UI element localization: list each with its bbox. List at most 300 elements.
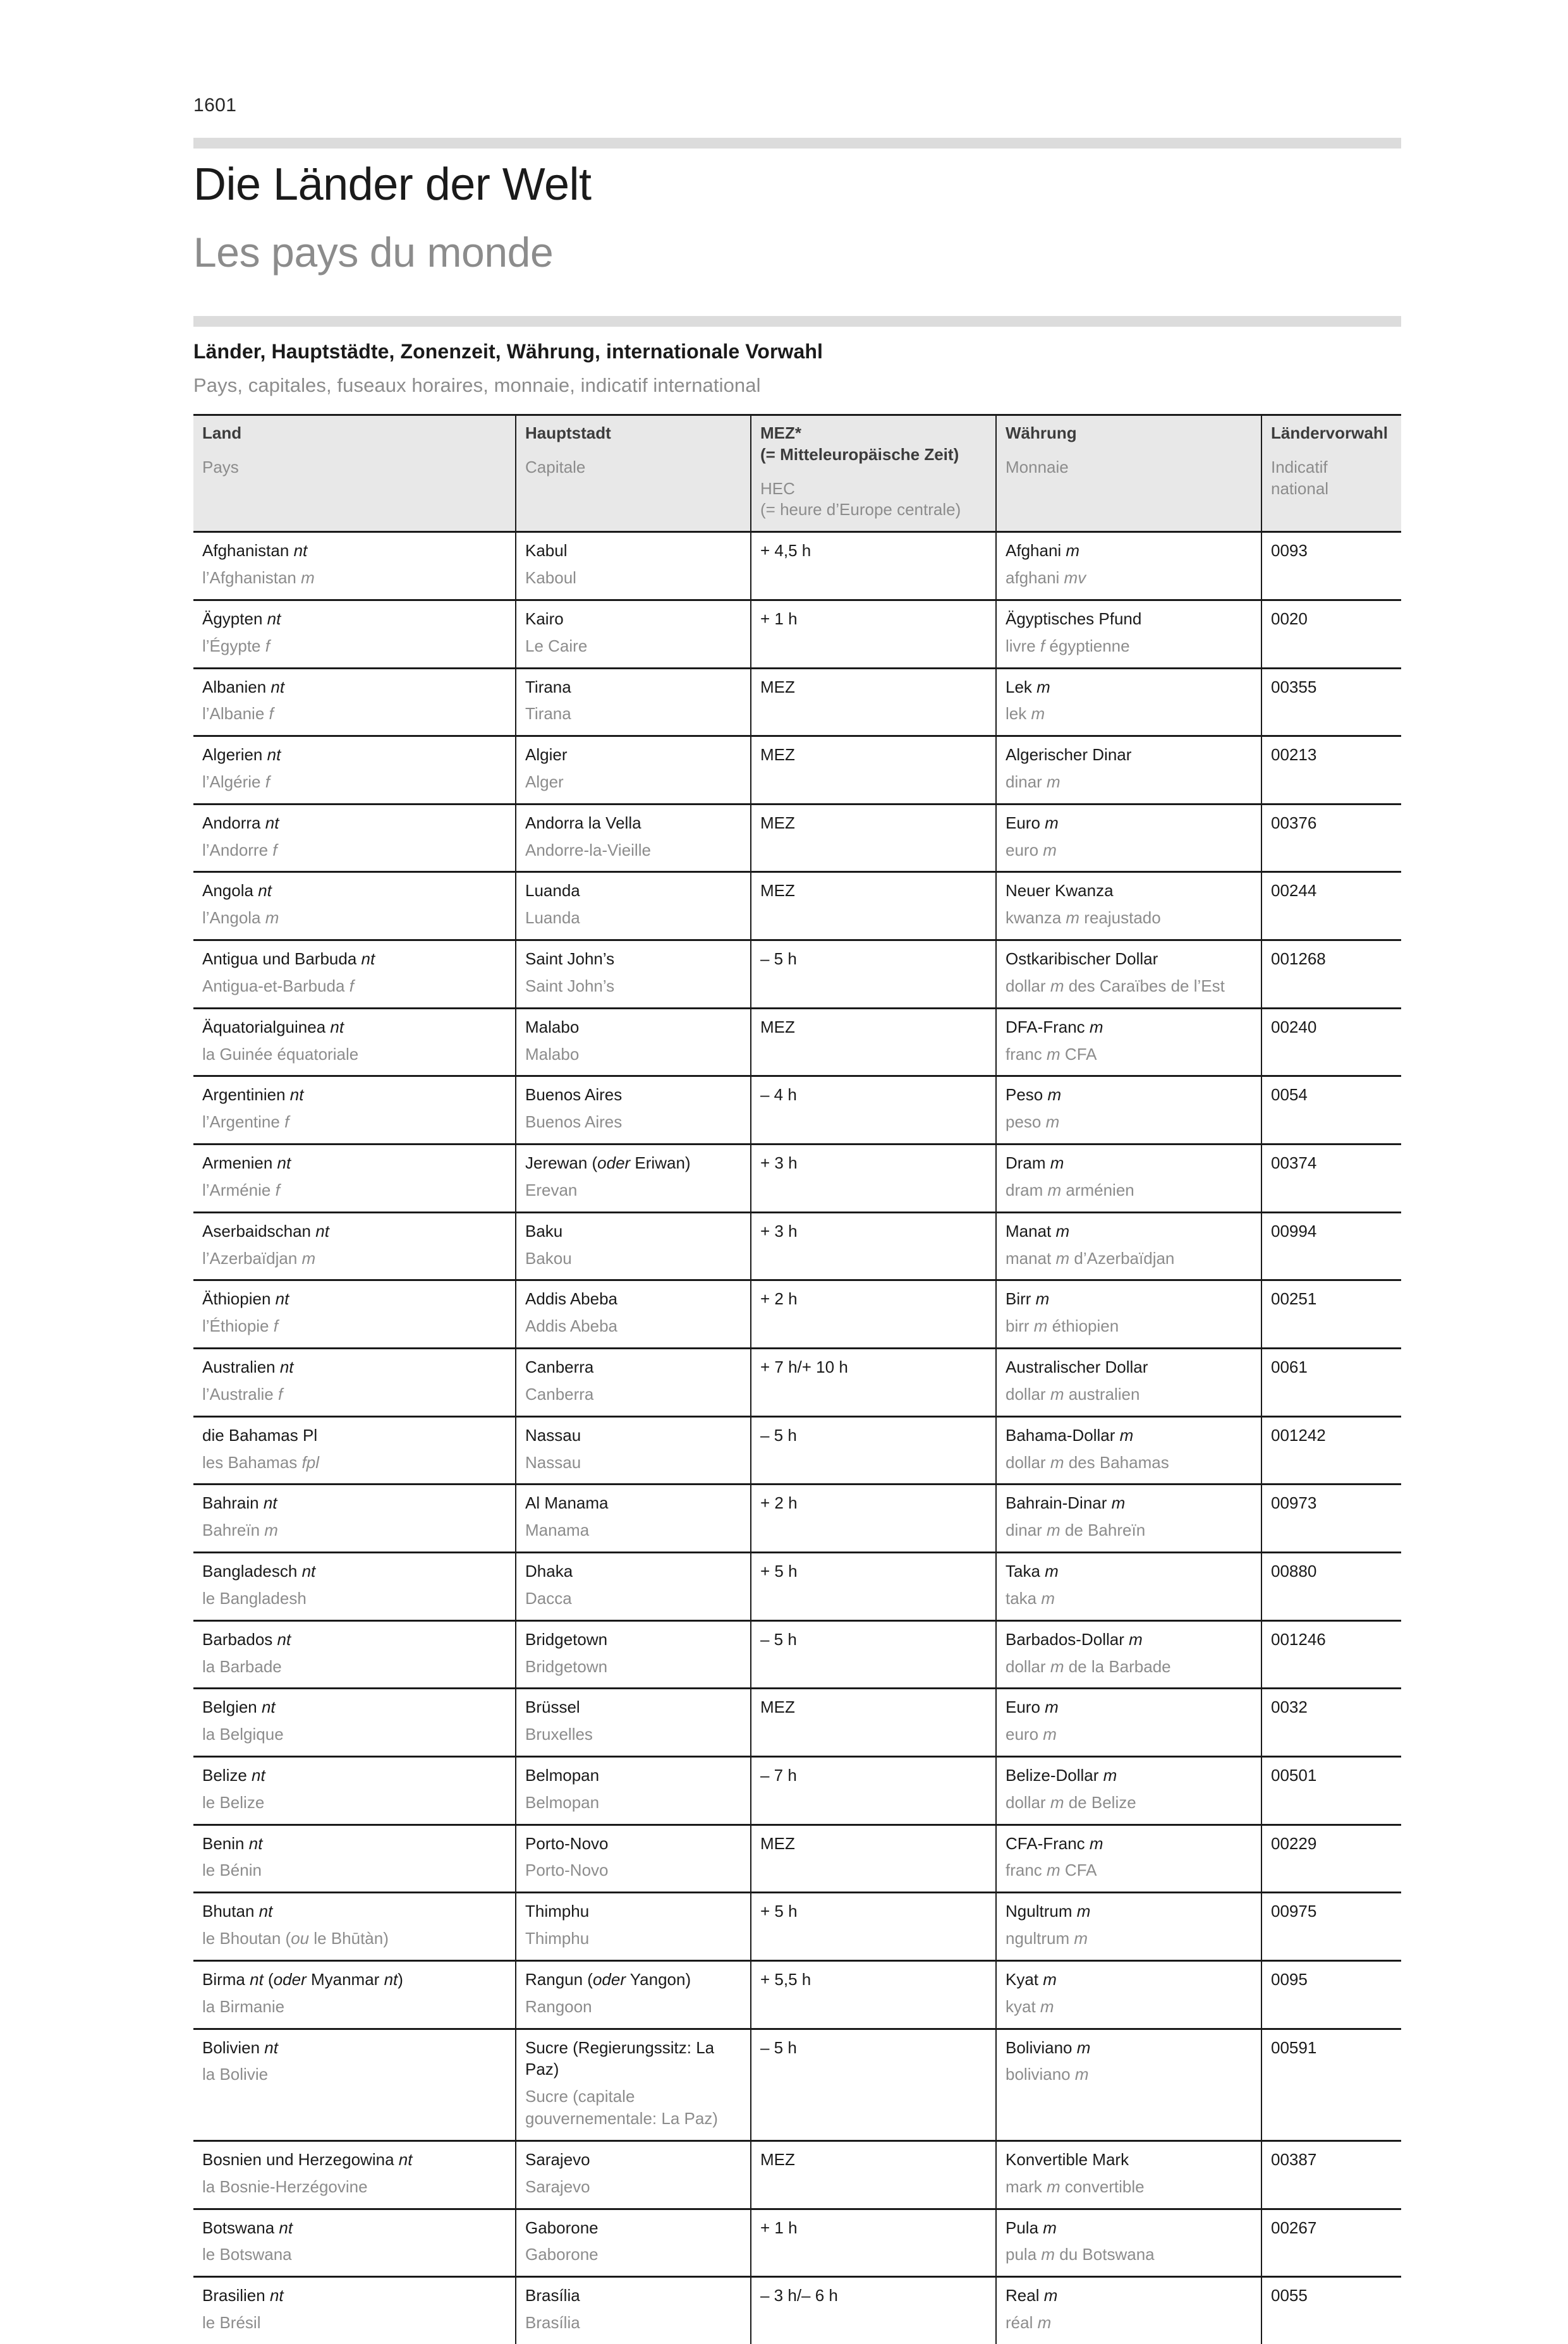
- cell-capital: [516, 1145, 751, 1213]
- cell-dialcode-de: 0054: [1271, 1085, 1308, 1105]
- cell-currency-fr: dollar m des Caraïbes de l’Est: [1006, 976, 1225, 995]
- cell-dialcode-de: 0093: [1271, 541, 1308, 561]
- cell-country-fr: l’Arménie f: [202, 1180, 280, 1199]
- cell-currency-de: Barbados-Dollar m: [1006, 1629, 1143, 1649]
- cell-currency-fr: franc m CFA: [1006, 1044, 1097, 1064]
- cell-timezone: [751, 1757, 996, 1825]
- cell-currency-de: Real m: [1006, 2286, 1058, 2305]
- cell-currency-de: Dram m: [1006, 1153, 1064, 1173]
- cell-capital-de: Baku: [525, 1221, 563, 1241]
- cell-dialcode: [1261, 668, 1401, 736]
- cell-capital: [516, 804, 751, 872]
- cell-timezone-de: MEZ: [760, 745, 795, 765]
- cell-capital-fr: Kaboul: [525, 568, 576, 588]
- section-subtitle-fr: Pays, capitales, fuseaux horaires, monnaie, indicatif international: [193, 374, 761, 396]
- cell-country: [193, 1485, 516, 1553]
- cell-timezone-de: – 3 h/– 6 h: [760, 2286, 838, 2305]
- cell-currency: [996, 2277, 1261, 2344]
- cell-timezone: [751, 532, 996, 600]
- cell-timezone-de: + 7 h/+ 10 h: [760, 1357, 848, 1377]
- cell-country-de: Bangladesch nt: [202, 1562, 316, 1581]
- cell-timezone: [751, 1485, 996, 1553]
- page-number: 1601: [193, 95, 237, 116]
- cell-dialcode: [1261, 1757, 1401, 1825]
- table-row: [193, 1416, 1401, 1485]
- cell-timezone: [751, 1076, 996, 1145]
- cell-country-de: Bolivien nt: [202, 2037, 278, 2057]
- cell-dialcode: [1261, 1280, 1401, 1349]
- cell-capital: [516, 1960, 751, 2029]
- cell-currency-de: Neuer Kwanza: [1006, 881, 1114, 901]
- cell-timezone-de: + 3 h: [760, 1221, 798, 1241]
- cell-country-de: Äquatorialguinea nt: [202, 1017, 344, 1036]
- cell-country: [193, 1553, 516, 1621]
- cell-timezone-de: + 5 h: [760, 1562, 798, 1581]
- cell-country-fr: les Bahamas fpl: [202, 1452, 319, 1472]
- cell-currency: [996, 1212, 1261, 1280]
- cell-currency: [996, 1825, 1261, 1893]
- cell-timezone: [751, 1553, 996, 1621]
- cell-capital-de: Addis Abeba: [525, 1289, 618, 1309]
- cell-capital-fr: Manama: [525, 1521, 590, 1540]
- table-row: [193, 1960, 1401, 2029]
- cell-capital-fr: Brasília: [525, 2313, 580, 2333]
- cell-dialcode-de: 00267: [1271, 2218, 1317, 2237]
- cell-capital-de: Gaborone: [525, 2218, 599, 2237]
- cell-currency-fr: dinar m de Bahreïn: [1006, 1521, 1146, 1540]
- cell-capital-fr: Bridgetown: [525, 1656, 608, 1676]
- cell-currency: [996, 1145, 1261, 1213]
- cell-dialcode-de: 00880: [1271, 1562, 1317, 1581]
- table-row: [193, 2029, 1401, 2141]
- cell-timezone: [751, 2277, 996, 2344]
- cell-country-de: Armenien nt: [202, 1153, 291, 1173]
- cell-currency: [996, 804, 1261, 872]
- cell-capital-de: Al Manama: [525, 1493, 609, 1513]
- col-header-timezone-fr: HEC (= heure d’Europe centrale): [760, 478, 961, 519]
- cell-capital-fr: Thimphu: [525, 1929, 590, 1948]
- cell-country-de: Benin nt: [202, 1833, 263, 1853]
- cell-capital: [516, 2141, 751, 2209]
- cell-country: [193, 1008, 516, 1076]
- cell-timezone: [751, 804, 996, 872]
- cell-capital-de: Nassau: [525, 1425, 581, 1445]
- cell-currency-de: Afghani m: [1006, 541, 1080, 561]
- table-row: [193, 1689, 1401, 1757]
- cell-capital-de: Sarajevo: [525, 2149, 590, 2169]
- cell-timezone: [751, 1825, 996, 1893]
- cell-country: [193, 532, 516, 600]
- cell-currency: [996, 2029, 1261, 2141]
- cell-timezone-de: MEZ: [760, 1017, 795, 1036]
- cell-country-fr: l’Afghanistan m: [202, 568, 315, 588]
- cell-timezone: [751, 1416, 996, 1485]
- cell-currency-fr: euro m: [1006, 840, 1057, 859]
- cell-timezone: [751, 940, 996, 1009]
- cell-dialcode: [1261, 1212, 1401, 1280]
- cell-timezone-de: + 2 h: [760, 1493, 798, 1513]
- table-head: [193, 415, 1401, 532]
- cell-country-fr: l’Andorre f: [202, 840, 277, 859]
- table-row: [193, 872, 1401, 940]
- section-subtitle-de: Länder, Hauptstädte, Zonenzeit, Währung, internationale Vorwahl: [193, 340, 824, 363]
- cell-country-de: Birma nt (oder Myanmar nt): [202, 1969, 403, 1989]
- page-title-de: Die Länder der Welt: [193, 159, 592, 210]
- table-row: [193, 804, 1401, 872]
- col-header-capital-de: Hauptstadt: [525, 423, 611, 442]
- cell-currency-fr: dollar m des Bahamas: [1006, 1452, 1169, 1472]
- table-row: [193, 2277, 1401, 2344]
- cell-country-fr: la Bosnie-Herzégovine: [202, 2177, 368, 2196]
- cell-dialcode: [1261, 2029, 1401, 2141]
- cell-dialcode: [1261, 1553, 1401, 1621]
- table-row: [193, 2209, 1401, 2277]
- table-row: [193, 1620, 1401, 1689]
- cell-capital: [516, 1485, 751, 1553]
- cell-dialcode: [1261, 1960, 1401, 2029]
- table-row: [193, 1893, 1401, 1961]
- cell-capital-de: Luanda: [525, 881, 580, 901]
- cell-capital-de: Buenos Aires: [525, 1085, 623, 1105]
- cell-capital-de: Dhaka: [525, 1562, 573, 1581]
- cell-currency: [996, 736, 1261, 805]
- cell-dialcode-de: 00973: [1271, 1493, 1317, 1513]
- cell-country: [193, 940, 516, 1009]
- cell-currency-de: CFA-Franc m: [1006, 1833, 1103, 1853]
- mid-rule-divider: [193, 316, 1401, 327]
- cell-timezone: [751, 1689, 996, 1757]
- cell-capital-de: Rangun (oder Yangon): [525, 1969, 691, 1989]
- cell-country: [193, 1280, 516, 1349]
- cell-timezone: [751, 736, 996, 805]
- cell-dialcode-de: 00387: [1271, 2149, 1317, 2169]
- cell-timezone-de: + 1 h: [760, 609, 798, 628]
- cell-capital-fr: Malabo: [525, 1044, 580, 1064]
- cell-capital-fr: Saint John’s: [525, 976, 615, 995]
- cell-capital-fr: Gaborone: [525, 2245, 599, 2264]
- cell-timezone: [751, 872, 996, 940]
- table-row: [193, 668, 1401, 736]
- cell-currency-fr: dollar m de la Barbade: [1006, 1656, 1171, 1676]
- cell-country-fr: le Brésil: [202, 2313, 261, 2333]
- cell-dialcode-de: 00229: [1271, 1833, 1317, 1853]
- cell-currency-de: Australischer Dollar: [1006, 1357, 1148, 1377]
- cell-country: [193, 736, 516, 805]
- cell-currency: [996, 2209, 1261, 2277]
- cell-currency-fr: dollar m de Belize: [1006, 1792, 1136, 1812]
- cell-currency: [996, 2141, 1261, 2209]
- cell-country-fr: la Bolivie: [202, 2065, 269, 2084]
- cell-country-fr: l’Éthiopie f: [202, 1316, 278, 1336]
- cell-currency-fr: kwanza m reajustado: [1006, 908, 1161, 928]
- cell-timezone-de: MEZ: [760, 1697, 795, 1717]
- cell-currency-fr: birr m éthiopien: [1006, 1316, 1119, 1336]
- cell-dialcode-de: 001246: [1271, 1629, 1326, 1649]
- cell-currency: [996, 1620, 1261, 1689]
- cell-dialcode-de: 001268: [1271, 949, 1326, 969]
- cell-currency-fr: dollar m australien: [1006, 1384, 1140, 1404]
- cell-capital-fr: Sarajevo: [525, 2177, 590, 2196]
- cell-timezone: [751, 600, 996, 668]
- cell-country: [193, 668, 516, 736]
- cell-capital-de: Brüssel: [525, 1697, 580, 1717]
- table-row: [193, 1485, 1401, 1553]
- cell-dialcode-de: 00994: [1271, 1221, 1317, 1241]
- cell-capital: [516, 2277, 751, 2344]
- cell-country-fr: l’Australie f: [202, 1384, 283, 1404]
- cell-country: [193, 872, 516, 940]
- col-header-currency-de: Währung: [1006, 423, 1077, 442]
- cell-country-de: Äthiopien nt: [202, 1289, 289, 1309]
- cell-currency-de: Euro m: [1006, 813, 1059, 832]
- cell-timezone: [751, 1145, 996, 1213]
- cell-currency-de: Ostkaribischer Dollar: [1006, 949, 1158, 969]
- cell-capital: [516, 1349, 751, 1417]
- col-header-capital-fr: Capitale: [525, 457, 586, 477]
- cell-currency-fr: ngultrum m: [1006, 1929, 1088, 1948]
- col-header-dialcode-de: Ländervorwahl: [1271, 423, 1388, 442]
- cell-dialcode-de: 00355: [1271, 677, 1317, 696]
- cell-dialcode-de: 00240: [1271, 1017, 1317, 1036]
- cell-country: [193, 2029, 516, 2141]
- cell-capital-fr: Buenos Aires: [525, 1112, 623, 1132]
- table-row: [193, 600, 1401, 668]
- cell-timezone-de: MEZ: [760, 881, 795, 901]
- cell-timezone-de: – 5 h: [760, 1629, 797, 1649]
- cell-country-de: Antigua und Barbuda nt: [202, 949, 375, 969]
- cell-capital: [516, 600, 751, 668]
- cell-timezone-de: – 5 h: [760, 949, 797, 969]
- cell-dialcode-de: 00376: [1271, 813, 1317, 832]
- cell-currency-fr: dram m arménien: [1006, 1180, 1134, 1199]
- cell-timezone-de: MEZ: [760, 1833, 795, 1853]
- cell-capital: [516, 1416, 751, 1485]
- cell-capital-de: Kairo: [525, 609, 564, 628]
- cell-country-de: Algerien nt: [202, 745, 281, 765]
- cell-dialcode-de: 00244: [1271, 881, 1317, 901]
- col-header-dialcode: [1261, 415, 1401, 532]
- cell-timezone-de: + 5,5 h: [760, 1969, 811, 1989]
- cell-country-de: Bahrain nt: [202, 1493, 277, 1513]
- cell-capital-de: Belmopan: [525, 1766, 600, 1785]
- cell-timezone-de: – 4 h: [760, 1085, 797, 1105]
- cell-country-fr: la Birmanie: [202, 1996, 285, 2016]
- cell-country-fr: l’Angola m: [202, 908, 279, 928]
- table-header-row: [193, 415, 1401, 532]
- cell-country: [193, 1757, 516, 1825]
- cell-country-fr: Antigua-et-Barbuda f: [202, 976, 354, 995]
- cell-currency-fr: kyat m: [1006, 1996, 1054, 2016]
- cell-dialcode-de: 0055: [1271, 2286, 1308, 2305]
- table-row: [193, 532, 1401, 600]
- cell-country-de: Brasilien nt: [202, 2286, 284, 2305]
- cell-country: [193, 804, 516, 872]
- cell-country-de: Albanien nt: [202, 677, 285, 696]
- cell-currency-de: Peso m: [1006, 1085, 1062, 1105]
- cell-capital-de: Thimphu: [525, 1902, 590, 1921]
- cell-capital-de: Sucre (Regierungssitz: La Paz): [525, 2037, 715, 2079]
- cell-currency: [996, 1349, 1261, 1417]
- cell-dialcode: [1261, 1008, 1401, 1076]
- cell-timezone-de: – 5 h: [760, 1425, 797, 1445]
- cell-currency: [996, 668, 1261, 736]
- cell-dialcode: [1261, 1145, 1401, 1213]
- cell-currency: [996, 1416, 1261, 1485]
- cell-dialcode-de: 00251: [1271, 1289, 1317, 1309]
- cell-country-de: Bhutan nt: [202, 1902, 273, 1921]
- cell-dialcode: [1261, 600, 1401, 668]
- cell-currency-fr: réal m: [1006, 2313, 1052, 2333]
- cell-timezone: [751, 2209, 996, 2277]
- cell-capital-fr: Erevan: [525, 1180, 578, 1199]
- cell-capital-de: Bridgetown: [525, 1629, 608, 1649]
- cell-currency-fr: franc m CFA: [1006, 1861, 1097, 1880]
- cell-currency: [996, 532, 1261, 600]
- table-row: [193, 1757, 1401, 1825]
- cell-capital-fr: Porto-Novo: [525, 1861, 609, 1880]
- cell-timezone: [751, 1349, 996, 1417]
- cell-country: [193, 1960, 516, 2029]
- cell-country-de: Angola nt: [202, 881, 272, 901]
- cell-dialcode: [1261, 1620, 1401, 1689]
- cell-currency-de: Birr m: [1006, 1289, 1050, 1309]
- cell-capital-de: Andorra la Vella: [525, 813, 641, 832]
- cell-country-de: Andorra nt: [202, 813, 279, 832]
- cell-timezone-de: MEZ: [760, 2149, 795, 2169]
- cell-capital-de: Malabo: [525, 1017, 580, 1036]
- cell-country-de: Aserbaidschan nt: [202, 1221, 329, 1241]
- table-row: [193, 1280, 1401, 1349]
- cell-currency-fr: manat m d’Azerbaïdjan: [1006, 1248, 1175, 1268]
- cell-country-de: Argentinien nt: [202, 1085, 304, 1105]
- cell-capital: [516, 736, 751, 805]
- cell-timezone-de: + 4,5 h: [760, 541, 811, 561]
- cell-timezone: [751, 1280, 996, 1349]
- cell-dialcode-de: 00213: [1271, 745, 1317, 765]
- table-row: [193, 1553, 1401, 1621]
- cell-capital-fr: Bakou: [525, 1248, 572, 1268]
- cell-capital-fr: Andorre-la-Vieille: [525, 840, 651, 859]
- cell-capital-de: Algier: [525, 745, 568, 765]
- table-row: [193, 1008, 1401, 1076]
- cell-dialcode: [1261, 804, 1401, 872]
- cell-capital-de: Saint John’s: [525, 949, 615, 969]
- cell-country-fr: l’Azerbaïdjan m: [202, 1248, 316, 1268]
- col-header-land-fr: Pays: [202, 457, 239, 477]
- page-title-fr: Les pays du monde: [193, 229, 554, 276]
- cell-country: [193, 1620, 516, 1689]
- col-header-currency-fr: Monnaie: [1006, 457, 1069, 477]
- cell-country-fr: la Guinée équatoriale: [202, 1044, 359, 1064]
- col-header-currency: [996, 415, 1261, 532]
- cell-dialcode: [1261, 2209, 1401, 2277]
- cell-timezone: [751, 1960, 996, 2029]
- table-row: [193, 1212, 1401, 1280]
- cell-capital-de: Tirana: [525, 677, 571, 696]
- cell-dialcode: [1261, 872, 1401, 940]
- cell-currency: [996, 1960, 1261, 2029]
- cell-dialcode: [1261, 1485, 1401, 1553]
- cell-currency-fr: euro m: [1006, 1725, 1057, 1744]
- cell-currency-de: Lek m: [1006, 677, 1050, 696]
- cell-currency: [996, 872, 1261, 940]
- cell-capital-fr: Tirana: [525, 704, 571, 724]
- col-header-land: [193, 415, 516, 532]
- cell-currency-fr: lek m: [1006, 704, 1045, 724]
- cell-dialcode: [1261, 1349, 1401, 1417]
- cell-timezone-de: MEZ: [760, 813, 795, 832]
- cell-dialcode-de: 0061: [1271, 1357, 1308, 1377]
- cell-currency-de: Kyat m: [1006, 1969, 1057, 1989]
- table-row: [193, 2141, 1401, 2209]
- cell-country-de: Botswana nt: [202, 2218, 293, 2237]
- cell-country: [193, 1416, 516, 1485]
- cell-currency: [996, 600, 1261, 668]
- cell-country-de: Afghanistan nt: [202, 541, 308, 561]
- cell-capital-fr: Le Caire: [525, 636, 588, 655]
- cell-currency: [996, 940, 1261, 1009]
- cell-currency-fr: dinar m: [1006, 772, 1061, 791]
- table-row: [193, 1076, 1401, 1145]
- cell-capital-de: Kabul: [525, 541, 568, 561]
- cell-timezone-de: – 5 h: [760, 2037, 797, 2057]
- cell-timezone: [751, 1620, 996, 1689]
- cell-capital: [516, 1893, 751, 1961]
- cell-capital: [516, 1689, 751, 1757]
- table-row: [193, 736, 1401, 805]
- cell-capital-fr: Alger: [525, 772, 564, 791]
- cell-timezone-de: + 1 h: [760, 2218, 798, 2237]
- cell-country-fr: l’Égypte f: [202, 636, 270, 655]
- cell-country-de: Barbados nt: [202, 1629, 291, 1649]
- cell-currency-de: Ngultrum m: [1006, 1902, 1091, 1921]
- cell-country-fr: Bahreïn m: [202, 1521, 278, 1540]
- cell-currency: [996, 1757, 1261, 1825]
- cell-capital-fr: Dacca: [525, 1588, 572, 1608]
- col-header-timezone-de: MEZ* (= Mitteleuropäische Zeit): [760, 423, 959, 464]
- cell-country: [193, 1349, 516, 1417]
- cell-currency: [996, 1553, 1261, 1621]
- cell-country-de: die Bahamas Pl: [202, 1425, 318, 1445]
- col-header-land-de: Land: [202, 423, 242, 442]
- cell-capital-de: Canberra: [525, 1357, 594, 1377]
- cell-currency-fr: pula m du Botswana: [1006, 2245, 1155, 2264]
- table-body: [193, 532, 1401, 2344]
- cell-country-fr: le Bhoutan (ou le Bhūtàn): [202, 1929, 389, 1948]
- cell-currency-fr: mark m convertible: [1006, 2177, 1145, 2196]
- cell-capital-de: Jerewan (oder Eriwan): [525, 1153, 691, 1173]
- cell-capital: [516, 1212, 751, 1280]
- cell-dialcode: [1261, 1416, 1401, 1485]
- cell-country-fr: l’Argentine f: [202, 1112, 289, 1132]
- cell-capital-fr: Bruxelles: [525, 1725, 593, 1744]
- cell-timezone: [751, 2141, 996, 2209]
- cell-country: [193, 1893, 516, 1961]
- cell-capital-de: Brasília: [525, 2286, 580, 2305]
- cell-country: [193, 600, 516, 668]
- cell-currency-de: Ägyptisches Pfund: [1006, 609, 1142, 628]
- cell-currency-de: Bahama-Dollar m: [1006, 1425, 1134, 1445]
- cell-currency-fr: peso m: [1006, 1112, 1060, 1132]
- cell-currency-fr: livre f égyptienne: [1006, 636, 1130, 655]
- cell-currency-de: Taka m: [1006, 1562, 1059, 1581]
- cell-country-de: Belgien nt: [202, 1697, 276, 1717]
- cell-country: [193, 1212, 516, 1280]
- cell-capital: [516, 1076, 751, 1145]
- cell-currency-de: Boliviano m: [1006, 2037, 1091, 2057]
- cell-country: [193, 1825, 516, 1893]
- cell-timezone: [751, 2029, 996, 2141]
